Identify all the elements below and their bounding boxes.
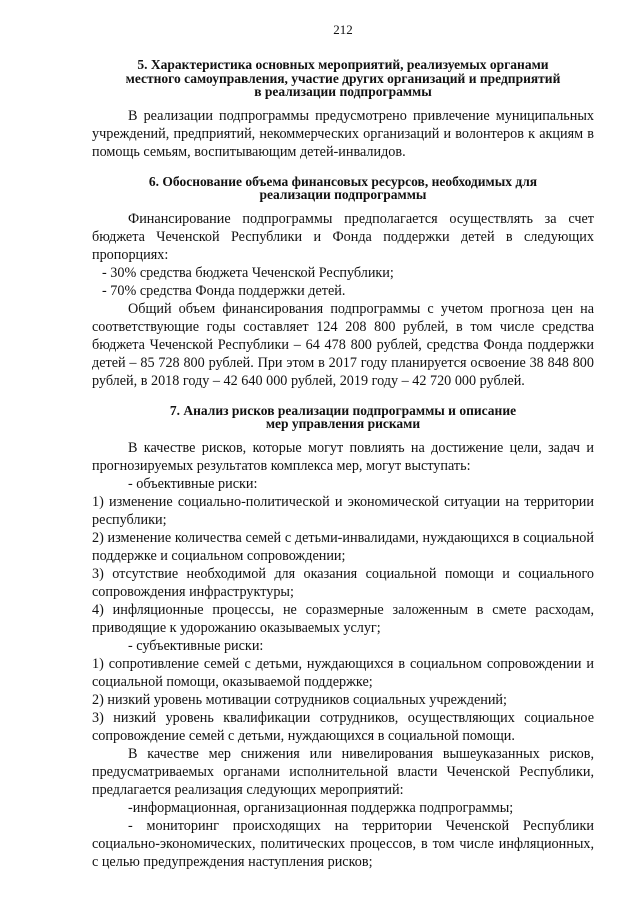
section-title	[92, 58, 594, 99]
list-item: - 30% средства бюджета Чеченской Республики;	[102, 264, 394, 281]
paragraph: В реализации подпрограммы предусмотрено привлечение муниципальных учреждений, предприятий, некоммерческих организаций и волонтеров к акциям в помощь семьям, воспитывающим детей-инвалидов.	[92, 107, 594, 160]
list-item: - объективные риски:	[128, 475, 258, 492]
section-title-line: мер управления рисками	[265, 416, 421, 431]
paragraph: Общий объем финансирования подпрограммы с учетом прогноза цен на соответствующие годы составляет 124 208 800 рублей, в том числе средства бюджета Чеченской Республики – 64 478 800 рублей, средства Фонда поддержки детей – 85 728 800 рублей. При этом в 2017 году планируется освоение 38 848 800 рублей, в 2018 году – 42 640 000 рублей, 2019 году – 42 720 000 рублей.	[92, 300, 594, 389]
list-item: - мониторинг происходящих на территории Чеченской Республики социально-экономических, политических процессов, в том числе инфляционных, с целью предупреждения наступления рисков;	[92, 817, 594, 870]
list-item: 3) отсутствие необходимой для оказания социальной помощи и социального сопровождения инфраструктуры;	[92, 565, 594, 600]
page-number: 212	[333, 22, 353, 37]
section-7	[92, 404, 594, 871]
paragraph: В качестве мер снижения или нивелирования вышеуказанных рисков, предусматриваемых органами исполнительной власти Чеченской Республики, предлагается реализация следующих мероприятий:	[92, 745, 594, 798]
section-title	[92, 404, 594, 431]
section-6	[92, 175, 594, 390]
list-item: 2) изменение количества семей с детьми-инвалидами, нуждающихся в социальной поддержке и социальном сопровождении;	[92, 529, 594, 564]
list-item: 4) инфляционные процессы, не соразмерные заложенным в смете расходам, приводящие к удорожанию оказываемых услуг;	[92, 601, 594, 636]
section-title-line: реализации подпрограммы	[259, 187, 427, 202]
list-item: -информационная, организационная поддержка подпрограммы;	[128, 799, 514, 816]
list-item: - 70% средства Фонда поддержки детей.	[102, 282, 346, 299]
section-title-line: 5. Характеристика основных мероприятий, реализуемых органами	[137, 57, 549, 72]
section-5	[92, 58, 594, 161]
paragraph: В качестве рисков, которые могут повлиять на достижение цели, задач и прогнозируемых результатов комплекса мер, могут выступать:	[92, 439, 594, 474]
section-title-line: местного самоуправления, участие других организаций и предприятий	[125, 70, 561, 86]
section-title-line: 7. Анализ рисков реализации подпрограммы и описание	[169, 402, 517, 418]
list-item: 3) низкий уровень квалификации сотрудников, осуществляющих социальное сопровождение семей с детьми, нуждающихся в социальной помощи.	[92, 709, 594, 744]
section-title-line: в реализации подпрограммы	[254, 84, 432, 99]
list-item: 2) низкий уровень мотивации сотрудников социальных учреждений;	[92, 691, 507, 708]
list-item: 1) изменение социально-политической и экономической ситуации на территории республики;	[92, 493, 594, 528]
paragraph: Финансирование подпрограммы предполагается осуществлять за счет бюджета Чеченской Республики и Фонда поддержки детей в следующих пропорциях:	[92, 210, 594, 263]
section-title	[92, 175, 594, 202]
list-item: - субъективные риски:	[128, 637, 264, 654]
list-item: 1) сопротивление семей с детьми, нуждающихся в социальном сопровождении и социальной помощи, оказываемой поддержке;	[92, 655, 594, 690]
section-title-line: 6. Обоснование объема финансовых ресурсов, необходимых для	[148, 173, 538, 189]
